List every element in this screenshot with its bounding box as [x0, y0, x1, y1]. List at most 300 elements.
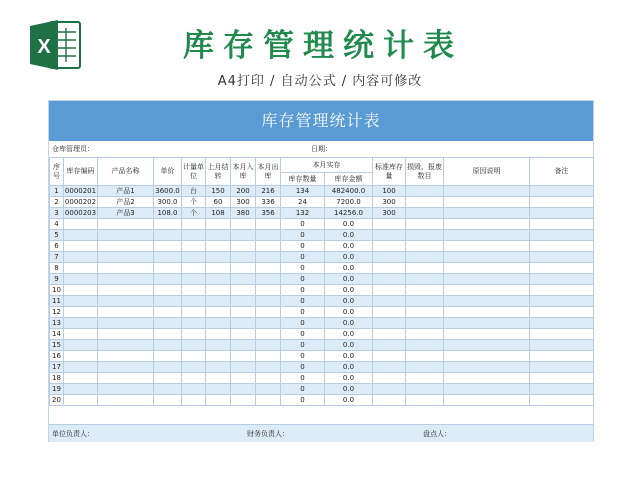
cell-name[interactable] — [98, 285, 154, 296]
cell-last[interactable]: 150 — [206, 186, 231, 197]
cell-amount[interactable]: 482400.0 — [325, 186, 373, 197]
page-title: 库存管理统计表 — [183, 28, 463, 64]
cell-out[interactable]: 216 — [256, 186, 281, 197]
cell-in[interactable] — [231, 263, 256, 274]
cell-qty[interactable]: 0 — [281, 373, 325, 384]
table-row — [50, 274, 594, 285]
cell-last[interactable] — [206, 230, 231, 241]
cell-qty[interactable]: 0 — [281, 340, 325, 351]
cell-last[interactable] — [206, 219, 231, 230]
cell-unit[interactable]: 个 — [182, 197, 206, 208]
cell-in[interactable] — [231, 307, 256, 318]
cell-last[interactable] — [206, 329, 231, 340]
cell-no[interactable]: 12 — [50, 307, 64, 318]
cell-unit[interactable] — [182, 230, 206, 241]
cell-remark[interactable] — [530, 351, 594, 362]
cell-damage[interactable] — [406, 285, 444, 296]
cell-standard[interactable] — [373, 230, 406, 241]
cell-name[interactable] — [98, 252, 154, 263]
cell-remark[interactable] — [530, 186, 594, 197]
cell-last[interactable] — [206, 263, 231, 274]
cell-damage[interactable] — [406, 395, 444, 406]
cell-qty[interactable]: 0 — [281, 252, 325, 263]
cell-unit[interactable] — [182, 285, 206, 296]
col-header-unit: 计量单位 — [182, 158, 206, 186]
cell-price[interactable]: 300.0 — [154, 197, 182, 208]
cell-out[interactable] — [256, 296, 281, 307]
cell-remark[interactable] — [530, 318, 594, 329]
cell-out[interactable] — [256, 329, 281, 340]
cell-last[interactable] — [206, 252, 231, 263]
cell-code[interactable] — [64, 329, 98, 340]
cell-damage[interactable] — [406, 340, 444, 351]
cell-out[interactable] — [256, 285, 281, 296]
cell-name[interactable] — [98, 230, 154, 241]
cell-price[interactable] — [154, 285, 182, 296]
cell-out[interactable] — [256, 274, 281, 285]
cell-no[interactable]: 8 — [50, 263, 64, 274]
table-row — [50, 362, 594, 373]
cell-no[interactable]: 3 — [50, 208, 64, 219]
cell-damage[interactable] — [406, 208, 444, 219]
cell-standard[interactable] — [373, 318, 406, 329]
cell-standard[interactable]: 300 — [373, 197, 406, 208]
cell-name[interactable] — [98, 373, 154, 384]
cell-amount[interactable]: 0.0 — [325, 241, 373, 252]
cell-code[interactable] — [64, 373, 98, 384]
cell-qty[interactable]: 24 — [281, 197, 325, 208]
cell-damage[interactable] — [406, 362, 444, 373]
cell-standard[interactable] — [373, 285, 406, 296]
cell-last[interactable] — [206, 318, 231, 329]
cell-name[interactable] — [98, 340, 154, 351]
cell-remark[interactable] — [530, 274, 594, 285]
cell-last[interactable] — [206, 274, 231, 285]
cell-name[interactable] — [98, 329, 154, 340]
cell-unit[interactable] — [182, 307, 206, 318]
cell-last[interactable] — [206, 296, 231, 307]
cell-standard[interactable] — [373, 329, 406, 340]
cell-name[interactable]: 产品1 — [98, 186, 154, 197]
cell-in[interactable] — [231, 362, 256, 373]
table-row — [50, 329, 594, 340]
cell-reason[interactable] — [444, 230, 530, 241]
cell-price[interactable] — [154, 263, 182, 274]
cell-reason[interactable] — [444, 296, 530, 307]
cell-amount[interactable]: 0.0 — [325, 219, 373, 230]
col-header-price: 单价 — [154, 158, 182, 186]
cell-unit[interactable] — [182, 274, 206, 285]
cell-damage[interactable] — [406, 263, 444, 274]
cell-last[interactable] — [206, 395, 231, 406]
cell-no[interactable]: 6 — [50, 241, 64, 252]
cell-last[interactable] — [206, 340, 231, 351]
cell-remark[interactable] — [530, 329, 594, 340]
cell-in[interactable] — [231, 252, 256, 263]
cell-code[interactable] — [64, 241, 98, 252]
cell-amount[interactable]: 0.0 — [325, 307, 373, 318]
cell-remark[interactable] — [530, 340, 594, 351]
cell-price[interactable] — [154, 219, 182, 230]
cell-standard[interactable] — [373, 395, 406, 406]
cell-last[interactable] — [206, 384, 231, 395]
cell-no[interactable]: 2 — [50, 197, 64, 208]
cell-remark[interactable] — [530, 219, 594, 230]
cell-no[interactable]: 16 — [50, 351, 64, 362]
table-row — [50, 296, 594, 307]
cell-qty[interactable]: 0 — [281, 285, 325, 296]
cell-damage[interactable] — [406, 252, 444, 263]
cell-price[interactable] — [154, 329, 182, 340]
cell-damage[interactable] — [406, 351, 444, 362]
cell-amount[interactable]: 0.0 — [325, 274, 373, 285]
sheet-info-row — [49, 141, 593, 158]
cell-price[interactable] — [154, 373, 182, 384]
cell-amount[interactable]: 0.0 — [325, 296, 373, 307]
cell-reason[interactable] — [444, 241, 530, 252]
cell-qty[interactable]: 134 — [281, 186, 325, 197]
cell-name[interactable] — [98, 318, 154, 329]
cell-in[interactable] — [231, 318, 256, 329]
cell-in[interactable] — [231, 241, 256, 252]
cell-name[interactable] — [98, 296, 154, 307]
cell-amount[interactable]: 0.0 — [325, 340, 373, 351]
cell-price[interactable] — [154, 384, 182, 395]
cell-standard[interactable] — [373, 384, 406, 395]
cell-amount[interactable]: 0.0 — [325, 329, 373, 340]
cell-unit[interactable] — [182, 241, 206, 252]
cell-remark[interactable] — [530, 384, 594, 395]
cell-name[interactable]: 产品3 — [98, 208, 154, 219]
cell-amount[interactable]: 0.0 — [325, 252, 373, 263]
cell-no[interactable]: 15 — [50, 340, 64, 351]
cell-qty[interactable]: 0 — [281, 318, 325, 329]
cell-name[interactable] — [98, 274, 154, 285]
cell-price[interactable] — [154, 351, 182, 362]
cell-no[interactable]: 17 — [50, 362, 64, 373]
cell-damage[interactable] — [406, 241, 444, 252]
cell-price[interactable] — [154, 340, 182, 351]
cell-qty[interactable]: 0 — [281, 296, 325, 307]
cell-standard[interactable]: 300 — [373, 208, 406, 219]
cell-damage[interactable] — [406, 274, 444, 285]
cell-code[interactable] — [64, 263, 98, 274]
cell-no[interactable]: 4 — [50, 219, 64, 230]
cell-remark[interactable] — [530, 230, 594, 241]
cell-damage[interactable] — [406, 329, 444, 340]
cell-price[interactable] — [154, 307, 182, 318]
cell-no[interactable]: 19 — [50, 384, 64, 395]
cell-name[interactable] — [98, 307, 154, 318]
cell-no[interactable]: 9 — [50, 274, 64, 285]
cell-no[interactable]: 11 — [50, 296, 64, 307]
cell-in[interactable] — [231, 384, 256, 395]
cell-unit[interactable] — [182, 296, 206, 307]
cell-unit[interactable] — [182, 252, 206, 263]
cell-price[interactable]: 3600.0 — [155, 187, 180, 195]
cell-amount[interactable]: 0.0 — [325, 318, 373, 329]
cell-remark[interactable] — [530, 395, 594, 406]
cell-name[interactable] — [98, 395, 154, 406]
cell-in[interactable] — [231, 219, 256, 230]
table-row — [50, 318, 594, 329]
cell-code[interactable] — [64, 318, 98, 329]
cell-no[interactable]: 1 — [50, 186, 64, 197]
cell-last[interactable] — [206, 307, 231, 318]
cell-reason[interactable] — [444, 340, 530, 351]
cell-in[interactable]: 380 — [231, 208, 256, 219]
cell-last[interactable]: 60 — [206, 197, 231, 208]
cell-out[interactable] — [256, 395, 281, 406]
cell-unit[interactable]: 个 — [182, 208, 206, 219]
cell-unit[interactable] — [182, 340, 206, 351]
cell-last[interactable] — [206, 351, 231, 362]
cell-qty[interactable]: 0 — [281, 263, 325, 274]
cell-code[interactable]: 0000202 — [64, 198, 97, 206]
cell-damage[interactable] — [406, 384, 444, 395]
cell-standard[interactable] — [373, 373, 406, 384]
cell-price[interactable] — [154, 274, 182, 285]
cell-name[interactable] — [98, 362, 154, 373]
cell-in[interactable] — [231, 274, 256, 285]
excel-icon — [30, 18, 82, 76]
inventory-table — [49, 157, 594, 406]
cell-code[interactable] — [64, 296, 98, 307]
cell-unit[interactable] — [182, 362, 206, 373]
cell-out[interactable] — [256, 307, 281, 318]
cell-out[interactable] — [256, 373, 281, 384]
cell-name[interactable] — [98, 219, 154, 230]
cell-out[interactable]: 336 — [256, 197, 281, 208]
page-subtitle: A4打印 / 自动公式 / 内容可修改 — [217, 74, 423, 89]
cell-remark[interactable] — [530, 252, 594, 263]
cell-remark[interactable] — [530, 296, 594, 307]
cell-qty[interactable]: 0 — [281, 351, 325, 362]
cell-code[interactable] — [64, 395, 98, 406]
cell-in[interactable] — [231, 351, 256, 362]
cell-reason[interactable] — [444, 219, 530, 230]
cell-in[interactable] — [231, 329, 256, 340]
cell-qty[interactable]: 0 — [281, 241, 325, 252]
cell-in[interactable] — [231, 285, 256, 296]
col-header-damage: 损毁、报废数目 — [406, 158, 444, 186]
cell-last[interactable] — [206, 285, 231, 296]
cell-remark[interactable] — [530, 241, 594, 252]
cell-qty[interactable]: 0 — [281, 362, 325, 373]
cell-out[interactable] — [256, 241, 281, 252]
cell-amount[interactable]: 0.0 — [325, 362, 373, 373]
cell-out[interactable]: 356 — [256, 208, 281, 219]
cell-qty[interactable]: 0 — [281, 384, 325, 395]
cell-in[interactable] — [231, 373, 256, 384]
cell-out[interactable] — [256, 252, 281, 263]
cell-unit[interactable]: 台 — [182, 186, 206, 197]
cell-standard[interactable] — [373, 340, 406, 351]
cell-qty[interactable]: 0 — [281, 219, 325, 230]
cell-price[interactable]: 108.0 — [154, 208, 182, 219]
cell-damage[interactable] — [406, 197, 444, 208]
cell-remark[interactable] — [530, 208, 594, 219]
cell-reason[interactable] — [444, 208, 530, 219]
table-row — [50, 340, 594, 351]
cell-reason[interactable] — [444, 318, 530, 329]
cell-standard[interactable] — [373, 274, 406, 285]
cell-code[interactable] — [64, 219, 98, 230]
cell-unit[interactable] — [182, 219, 206, 230]
cell-code[interactable] — [64, 285, 98, 296]
cell-damage[interactable] — [406, 373, 444, 384]
cell-in[interactable] — [231, 296, 256, 307]
cell-code[interactable]: 0000203 — [64, 209, 97, 217]
cell-out[interactable] — [256, 351, 281, 362]
cell-reason[interactable] — [444, 307, 530, 318]
table-row — [50, 197, 594, 208]
cell-in[interactable] — [231, 230, 256, 241]
cell-price[interactable] — [154, 296, 182, 307]
cell-name[interactable] — [98, 351, 154, 362]
cell-remark[interactable] — [530, 362, 594, 373]
cell-standard[interactable] — [373, 362, 406, 373]
cell-last[interactable] — [206, 373, 231, 384]
cell-standard[interactable] — [373, 307, 406, 318]
cell-no[interactable]: 10 — [50, 285, 64, 296]
cell-standard[interactable] — [373, 241, 406, 252]
cell-amount[interactable]: 0.0 — [325, 395, 373, 406]
cell-reason[interactable] — [444, 373, 530, 384]
cell-no[interactable]: 14 — [50, 329, 64, 340]
cell-in[interactable]: 200 — [231, 186, 256, 197]
cell-amount[interactable]: 14256.0 — [325, 208, 373, 219]
cell-reason[interactable] — [444, 351, 530, 362]
cell-qty[interactable]: 0 — [281, 395, 325, 406]
cell-out[interactable] — [256, 362, 281, 373]
cell-amount[interactable]: 0.0 — [325, 351, 373, 362]
cell-no[interactable]: 7 — [50, 252, 64, 263]
cell-code[interactable] — [64, 351, 98, 362]
cell-price[interactable] — [154, 318, 182, 329]
cell-qty[interactable]: 132 — [281, 208, 325, 219]
cell-unit[interactable] — [182, 329, 206, 340]
cell-remark[interactable] — [530, 263, 594, 274]
cell-name[interactable] — [98, 384, 154, 395]
cell-reason[interactable] — [444, 362, 530, 373]
table-row — [50, 252, 594, 263]
table-row — [50, 208, 594, 219]
cell-price[interactable] — [154, 230, 182, 241]
cell-out[interactable] — [256, 263, 281, 274]
cell-unit[interactable] — [182, 384, 206, 395]
cell-in[interactable] — [231, 395, 256, 406]
cell-damage[interactable] — [406, 318, 444, 329]
cell-amount[interactable]: 0.0 — [325, 373, 373, 384]
col-header-code: 库存编码 — [64, 158, 98, 186]
cell-no[interactable]: 13 — [50, 318, 64, 329]
cell-standard[interactable] — [373, 252, 406, 263]
cell-reason[interactable] — [444, 395, 530, 406]
cell-standard[interactable] — [373, 219, 406, 230]
cell-remark[interactable] — [530, 197, 594, 208]
cell-reason[interactable] — [444, 252, 530, 263]
cell-out[interactable] — [256, 318, 281, 329]
cell-remark[interactable] — [530, 307, 594, 318]
cell-in[interactable] — [231, 340, 256, 351]
cell-reason[interactable] — [444, 274, 530, 285]
cell-reason[interactable] — [444, 263, 530, 274]
cell-amount[interactable]: 0.0 — [325, 384, 373, 395]
cell-code[interactable]: 0000201 — [64, 187, 97, 195]
cell-last[interactable]: 108 — [206, 208, 231, 219]
cell-standard[interactable] — [373, 296, 406, 307]
cell-remark[interactable] — [530, 373, 594, 384]
cell-damage[interactable] — [406, 296, 444, 307]
cell-no[interactable]: 18 — [50, 373, 64, 384]
cell-out[interactable] — [256, 230, 281, 241]
cell-code[interactable] — [64, 252, 98, 263]
cell-amount[interactable]: 0.0 — [325, 263, 373, 274]
cell-price[interactable] — [154, 395, 182, 406]
cell-price[interactable] — [154, 362, 182, 373]
cell-unit[interactable] — [182, 318, 206, 329]
cell-qty[interactable]: 0 — [281, 230, 325, 241]
cell-in[interactable]: 300 — [231, 197, 256, 208]
cell-code[interactable] — [64, 230, 98, 241]
cell-out[interactable] — [256, 219, 281, 230]
cell-reason[interactable] — [444, 197, 530, 208]
cell-out[interactable] — [256, 340, 281, 351]
cell-unit[interactable] — [182, 263, 206, 274]
cell-reason[interactable] — [444, 285, 530, 296]
cell-no[interactable]: 20 — [50, 395, 64, 406]
cell-amount[interactable]: 7200.0 — [325, 197, 373, 208]
cell-last[interactable] — [206, 362, 231, 373]
cell-remark[interactable] — [530, 285, 594, 296]
finance-head-label: 财务负责人： — [247, 430, 289, 438]
cell-no[interactable]: 5 — [50, 230, 64, 241]
cell-damage[interactable] — [406, 186, 444, 197]
cell-standard[interactable] — [373, 263, 406, 274]
cell-damage[interactable] — [406, 307, 444, 318]
cell-qty[interactable]: 0 — [281, 329, 325, 340]
cell-damage[interactable] — [406, 230, 444, 241]
cell-name[interactable] — [98, 241, 154, 252]
cell-reason[interactable] — [444, 384, 530, 395]
cell-damage[interactable] — [406, 219, 444, 230]
cell-standard[interactable] — [373, 351, 406, 362]
cell-qty[interactable]: 0 — [281, 307, 325, 318]
cell-out[interactable] — [256, 384, 281, 395]
cell-unit[interactable] — [182, 351, 206, 362]
cell-code[interactable] — [64, 340, 98, 351]
cell-reason[interactable] — [444, 186, 530, 197]
cell-name[interactable] — [98, 263, 154, 274]
cell-qty[interactable]: 0 — [281, 274, 325, 285]
cell-amount[interactable]: 0.0 — [325, 285, 373, 296]
cell-price[interactable] — [154, 252, 182, 263]
cell-code[interactable] — [64, 307, 98, 318]
cell-standard[interactable]: 100 — [373, 186, 406, 197]
cell-unit[interactable] — [182, 373, 206, 384]
cell-code[interactable] — [64, 384, 98, 395]
cell-last[interactable] — [206, 241, 231, 252]
cell-code[interactable] — [64, 362, 98, 373]
cell-reason[interactable] — [444, 329, 530, 340]
cell-price[interactable] — [154, 241, 182, 252]
col-header-reason: 原因说明 — [444, 158, 530, 186]
cell-name[interactable]: 产品2 — [98, 197, 154, 208]
cell-amount[interactable]: 0.0 — [325, 230, 373, 241]
cell-code[interactable] — [64, 274, 98, 285]
cell-unit[interactable] — [182, 395, 206, 406]
